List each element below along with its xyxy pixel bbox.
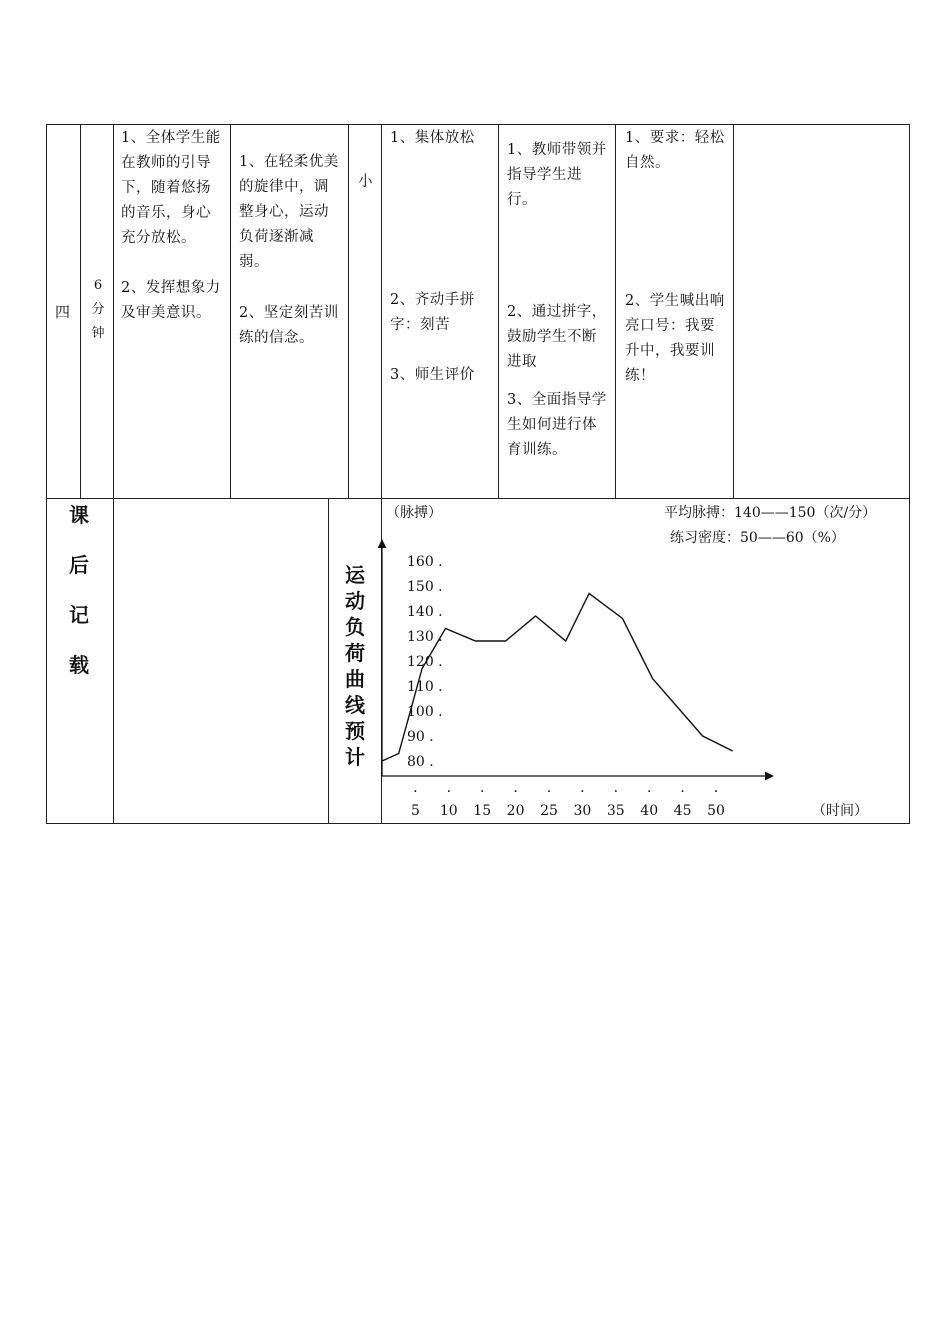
x-tick-label: 35 — [606, 803, 625, 819]
y-tick-label: 140 . — [407, 604, 443, 620]
x-axis-label: （时间） — [812, 803, 868, 819]
x-tick-mark: . — [546, 780, 552, 796]
objective-item: 1、全体学生能在教师的引导下，随着悠扬的音乐，身心充分放松。 — [121, 130, 221, 246]
teacher-activity-item: 2、通过拼字，鼓励学生不断进取 — [507, 304, 607, 370]
x-tick-mark: . — [646, 780, 652, 796]
y-tick-label: 130 . — [407, 629, 443, 645]
load-curve-title-char: 计 — [345, 745, 365, 769]
x-tick-label: 5 — [410, 803, 420, 819]
x-tick-mark: . — [613, 780, 619, 796]
section-number: 四 — [55, 303, 71, 321]
load-curve-title-char: 预 — [345, 719, 365, 743]
y-tick-label: 80 . — [407, 754, 434, 770]
x-tick-label: 20 — [506, 803, 525, 819]
y-tick-label: 110 . — [407, 679, 443, 695]
load-curve-title-char: 荷 — [345, 641, 365, 665]
goal-item: 2、坚定刻苦训练的信念。 — [239, 305, 339, 346]
load-curve-title-char: 曲 — [345, 667, 365, 691]
y-tick-label: 120 . — [407, 654, 443, 670]
x-tick-label: 45 — [673, 803, 692, 819]
content-item: 3、师生评价 — [390, 367, 475, 383]
y-axis-label: （脉搏） — [386, 505, 442, 521]
teacher-activity-item: 1、教师带领并指导学生进行。 — [507, 142, 607, 208]
after-class-title-char: 课 — [69, 503, 89, 527]
y-tick-label: 150 . — [407, 579, 443, 595]
after-class-title-char: 后 — [69, 553, 89, 577]
x-tick-label: 30 — [573, 803, 592, 819]
content-item: 2、齐动手拼字：刻苦 — [390, 292, 475, 333]
load-curve-title-char: 动 — [345, 589, 365, 613]
goal-item: 1、在轻柔优美的旋律中，调整身心，运动负荷逐渐减弱。 — [239, 154, 339, 270]
x-tick-label: 25 — [540, 803, 558, 819]
requirement-item: 2、学生喊出响亮口号：我要升中，我要训练！ — [625, 293, 725, 384]
duration-char: 6 — [93, 278, 103, 293]
avg-pulse-note: 平均脉搏：140——150（次/分） — [664, 505, 877, 521]
load-curve-title-char: 运 — [345, 563, 365, 587]
load-level: 小 — [358, 174, 373, 190]
content-item: 1、集体放松 — [390, 130, 475, 146]
y-tick-label: 90 . — [407, 729, 434, 745]
x-tick-label: 40 — [640, 803, 659, 819]
chart-marks — [382, 554, 733, 819]
x-tick-mark: . — [479, 780, 485, 796]
load-curve-title-char: 线 — [345, 693, 365, 717]
requirement-item: 1、要求：轻松自然。 — [625, 130, 725, 171]
x-tick-label: 50 — [707, 803, 725, 819]
duration-char: 钟 — [91, 326, 105, 341]
x-tick-mark: . — [680, 780, 685, 796]
density-note: 练习密度：50——60（%） — [670, 530, 845, 546]
y-tick-label: 100 . — [407, 704, 443, 720]
duration-char: 分 — [91, 302, 105, 317]
x-tick-label: 15 — [473, 803, 492, 819]
x-tick-mark: . — [413, 780, 418, 796]
after-class-title-char: 载 — [69, 653, 89, 677]
load-curve-title-char: 负 — [345, 615, 365, 639]
x-tick-mark: . — [446, 780, 452, 796]
after-class-title-char: 记 — [69, 603, 89, 627]
y-tick-label: 160 . — [407, 554, 443, 570]
objective-item: 2、发挥想象力及审美意识。 — [121, 280, 221, 321]
x-tick-mark: . — [713, 780, 719, 796]
x-tick-label: 10 — [439, 803, 458, 819]
teacher-activity-item: 3、全面指导学生如何进行体育训练。 — [507, 392, 607, 458]
x-tick-mark: . — [513, 780, 518, 796]
x-tick-mark: . — [580, 780, 585, 796]
